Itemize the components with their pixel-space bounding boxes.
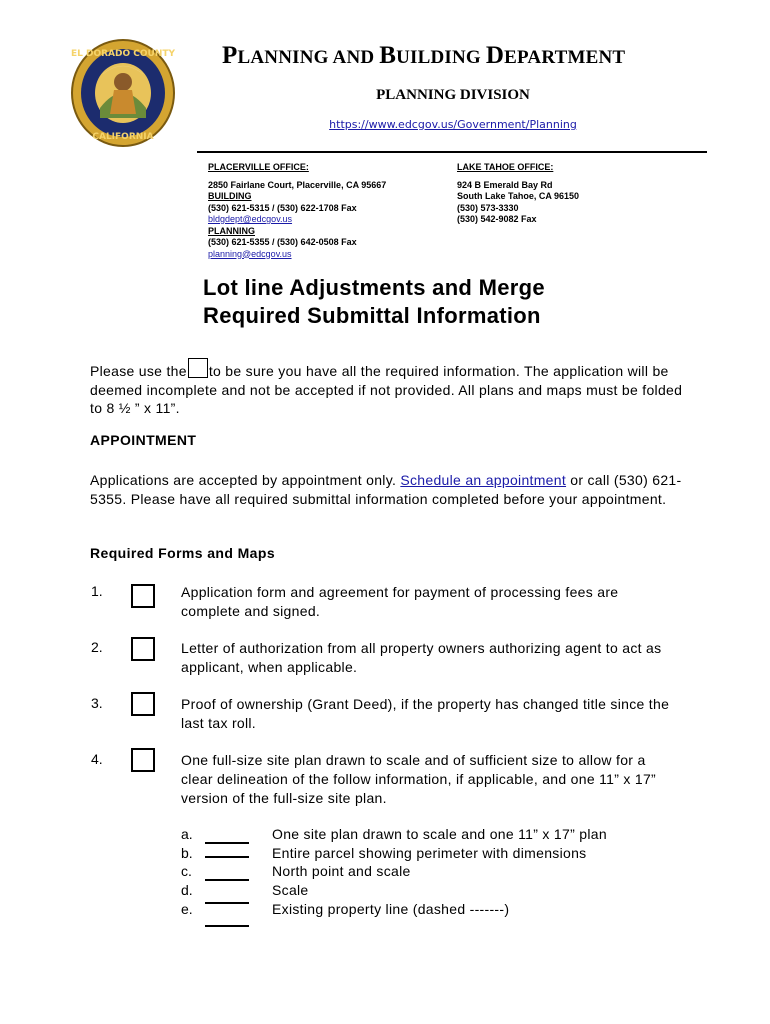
seal-top-text: EL DORADO COUNTY: [70, 49, 176, 59]
schedule-appointment-link[interactable]: Schedule an appointment: [400, 472, 567, 488]
item-number: 4.: [91, 751, 103, 767]
intro-text-start: Please use the: [90, 363, 187, 379]
header-divider: [197, 151, 707, 153]
sub-item-blank-line[interactable]: [205, 925, 249, 927]
county-seal-logo: [70, 38, 176, 148]
placerville-office-block: [208, 162, 438, 260]
planning-phone: (530) 621-5355 / (530) 642-0508 Fax: [208, 237, 357, 247]
website-link[interactable]: https://www.edcgov.us/Government/Planning: [329, 118, 577, 131]
seal-bottom-text: CALIFORNIA: [92, 132, 154, 142]
item-2-checkbox[interactable]: [131, 637, 155, 661]
appointment-paragraph: [90, 471, 690, 508]
sub-item-letter: b.: [181, 845, 193, 861]
intro-paragraph: [90, 358, 690, 418]
sub-item-letter: c.: [181, 863, 192, 879]
required-forms-heading: Required Forms and Maps: [90, 545, 276, 561]
lake-tahoe-office-heading: LAKE TAHOE OFFICE:: [457, 162, 554, 172]
sub-item-blank-line[interactable]: [205, 856, 249, 858]
item-number: 2.: [91, 639, 103, 655]
sub-item-text: North point and scale: [272, 863, 411, 879]
sub-item-letter: d.: [181, 882, 193, 898]
sub-item-text: Entire parcel showing perimeter with dimensions: [272, 845, 587, 861]
lake-tahoe-phone: (530) 573-3330: [457, 202, 519, 213]
intro-text-end: to be sure you have all the required information. The application will be deemed incomplete and not be accepted if not provided. All plans and maps must be folded to 8 ½ ” x 11”.: [90, 363, 683, 416]
item-3-checkbox[interactable]: [131, 692, 155, 716]
lake-tahoe-office-block: [457, 162, 677, 226]
item-text: One full-size site plan drawn to scale and of sufficient size to allow for a clear delineation of the follow information, if applicable, and one 11” x 17” version of the full-size site plan.: [181, 752, 657, 806]
title-line-1: Lot line Adjustments and Merge: [203, 275, 545, 300]
item-text: Letter of authorization from all property owners authorizing agent to act as applicant, when applicable.: [181, 640, 662, 675]
building-label: BUILDING: [208, 191, 252, 201]
sub-item-letter: a.: [181, 826, 193, 842]
document-title: [203, 274, 723, 330]
placerville-office-heading: PLACERVILLE OFFICE:: [208, 162, 309, 172]
item-text: Proof of ownership (Grant Deed), if the property has changed title since the last tax roll.: [181, 696, 670, 731]
appointment-text-start: Applications are accepted by appointment only.: [90, 472, 401, 488]
appointment-text-end: or call (530) 621-5355. Please have all required submittal information completed before your appointment.: [90, 472, 682, 507]
item-1-checkbox[interactable]: [131, 584, 155, 608]
lake-tahoe-street: 924 B Emerald Bay Rd: [457, 179, 553, 190]
sub-item-blank-line[interactable]: [205, 902, 249, 904]
lake-tahoe-city: South Lake Tahoe, CA 96150: [457, 191, 580, 201]
item-4-checkbox[interactable]: [131, 748, 155, 772]
appointment-heading: APPOINTMENT: [90, 432, 197, 448]
sub-item-blank-line[interactable]: [205, 879, 249, 881]
title-line-2: Required Submittal Information: [203, 303, 541, 328]
sub-item-text: Scale: [272, 882, 309, 898]
sub-item-text: One site plan drawn to scale and one 11” x 17” plan: [272, 826, 607, 842]
department-title: PLANNING AND BUILDING DEPARTMENT: [222, 42, 626, 69]
inline-checkbox-icon: [188, 358, 208, 378]
sub-item-text: Existing property line (dashed -------): [272, 901, 510, 917]
sub-item-letter: e.: [181, 901, 193, 917]
item-number: 3.: [91, 695, 103, 711]
item-text: Application form and agreement for payment of processing fees are complete and signed.: [181, 584, 619, 619]
division-title: PLANNING DIVISION: [376, 87, 530, 103]
planning-email-link[interactable]: planning@edcgov.us: [208, 248, 292, 259]
lake-tahoe-fax: (530) 542-9082 Fax: [457, 214, 537, 224]
sub-item-blank-line[interactable]: [205, 842, 249, 844]
planning-label: PLANNING: [208, 225, 255, 236]
item-number: 1.: [91, 583, 103, 599]
placerville-address: 2850 Fairlane Court, Placerville, CA 95667: [208, 179, 387, 190]
building-phone: (530) 621-5315 / (530) 622-1708 Fax: [208, 202, 357, 213]
building-email-link[interactable]: bldgdept@edcgov.us: [208, 214, 293, 224]
